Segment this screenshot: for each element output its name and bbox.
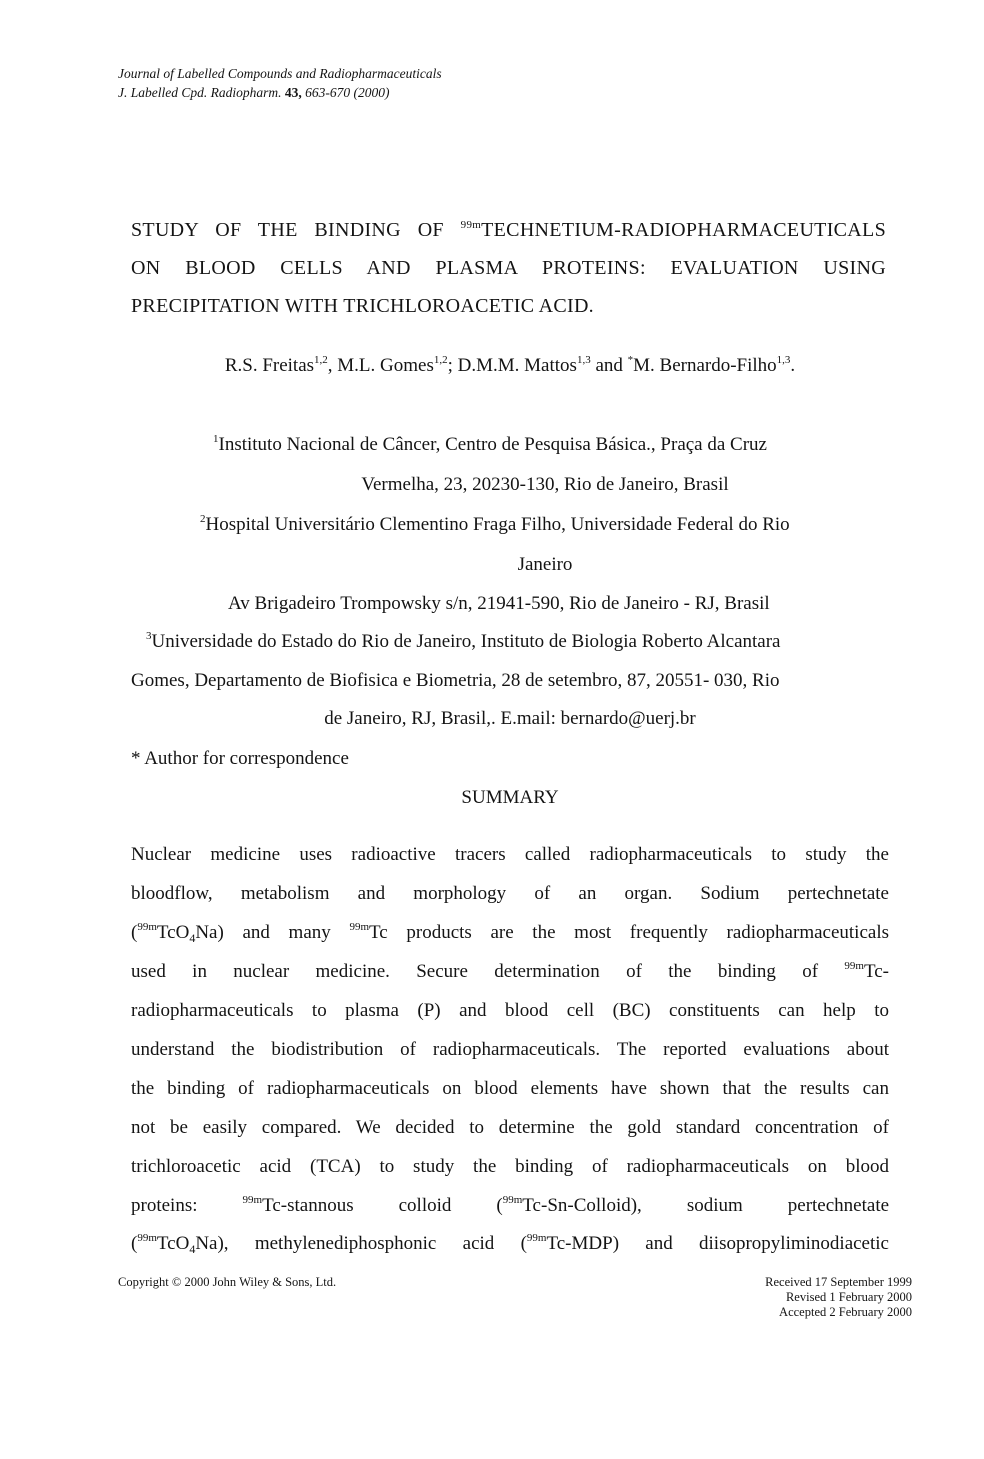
summary-heading: SUMMARY xyxy=(461,787,559,808)
accepted-date: Accepted 2 February 2000 xyxy=(779,1305,912,1319)
title-line-3: PRECIPITATION WITH TRICHLOROACETIC ACID. xyxy=(131,295,594,317)
correspondence-star: * xyxy=(627,354,634,366)
received-date: Received 17 September 1999 xyxy=(765,1275,912,1289)
journal-volume: 43, xyxy=(284,85,302,100)
author: M. Bernardo-Filho xyxy=(633,355,777,376)
summary-line-1: Nuclear medicine uses radioactive tracers called radiopharmaceuticals to study the xyxy=(131,844,889,865)
affiliation-2-line-2: Janeiro xyxy=(517,554,573,575)
summary-line-4: used in nuclear medicine. Secure determination of the binding of $^{99m}$Tc- xyxy=(131,960,889,982)
summary-line-7: the binding of radiopharmaceuticals on blood elements have shown that the results can xyxy=(131,1078,889,1099)
journal-pages: 663-670 (2000) xyxy=(305,85,390,100)
affiliation-3-line-3: de Janeiro, RJ, Brasil,. E.mail: bernardo@uerj.br xyxy=(324,708,696,729)
summary-line-11: ($^{99m}$TcO$_4$Na), methylenediphosphonic acid ($^{99m}$Tc-MDP) and diisopropyliminodiacetic xyxy=(131,1232,889,1256)
correspondence-note: * Author for correspondence xyxy=(131,748,349,769)
journal-header xyxy=(118,64,442,102)
author: R.S. Freitas xyxy=(224,355,315,376)
summary-line-10: proteins: $^{99m}$Tc-stannous colloid ($^{99m}$Tc-Sn-Colloid), sodium pertechnetate xyxy=(131,1194,890,1216)
revised-date: Revised 1 February 2000 xyxy=(785,1290,912,1304)
summary-line-8: not be easily compared. We decided to determine the gold standard concentration of xyxy=(131,1117,889,1138)
copyright-notice: Copyright © 2000 John Wiley & Sons, Ltd. xyxy=(118,1275,337,1289)
title-sup: 99m xyxy=(460,219,482,231)
author: M.L. Gomes xyxy=(337,355,434,376)
journal-name: Journal of Labelled Compounds and Radiopharmaceuticals xyxy=(118,66,442,81)
affiliation-3-line-1: $^3$Universidade do Estado do Rio de Janeiro, Instituto de Biologia Roberto Alcantara xyxy=(146,630,781,652)
journal-citation xyxy=(118,83,442,102)
affiliation-1-line-2: Vermelha, 23, 20230-130, Rio de Janeiro, Brasil xyxy=(361,474,729,495)
author-list: R.S. Freitas$^{1,2}$, M.L. Gomes$^{1,2}$; D.M.M. Mattos$^{1,3}$ and *M. Bernardo-Filho$^{1,3}$. xyxy=(224,354,796,376)
affiliation-2-line-1: $^2$Hospital Universitário Clementino Fraga Filho, Universidade Federal do Rio xyxy=(200,513,790,535)
summary-line-6: understand the biodistribution of radiopharmaceuticals. The reported evaluations about xyxy=(131,1039,889,1060)
journal-abbrev: J. Labelled Cpd. Radiopharm. xyxy=(118,85,282,100)
summary-line-3: ($^{99m}$TcO$_4$Na) and many $^{99m}$Tc products are the most frequently radiopharmaceuticals xyxy=(131,921,889,945)
title-line-1: STUDY OF THE BINDING OF $^{99m}$TECHNETIUM-RADIOPHARMACEUTICALS xyxy=(131,219,886,241)
affiliation-3-line-2: Gomes, Departamento de Biofisica e Biometria, 28 de setembro, 87, 20551- 030, Rio xyxy=(131,670,780,691)
summary-line-5: radiopharmaceuticals to plasma (P) and blood cell (BC) constituents can help to xyxy=(131,1000,889,1021)
submission-dates xyxy=(765,1275,912,1320)
summary-line-2: bloodflow, metabolism and morphology of an organ. Sodium pertechnetate xyxy=(131,883,889,904)
affiliation-1-line-1: $^1$Instituto Nacional de Câncer, Centro de Pesquisa Básica., Praça da Cruz xyxy=(213,433,767,455)
author: D.M.M. Mattos xyxy=(457,355,577,376)
affiliation-2-line-3: Av Brigadeiro Trompowsky s/n, 21941-590, Rio de Janeiro - RJ, Brasil xyxy=(228,593,770,614)
summary-line-9: trichloroacetic acid (TCA) to study the binding of radiopharmaceuticals on blood xyxy=(131,1156,889,1177)
title-line-2: ON BLOOD CELLS AND PLASMA PROTEINS: EVALUATION USING xyxy=(131,257,886,279)
